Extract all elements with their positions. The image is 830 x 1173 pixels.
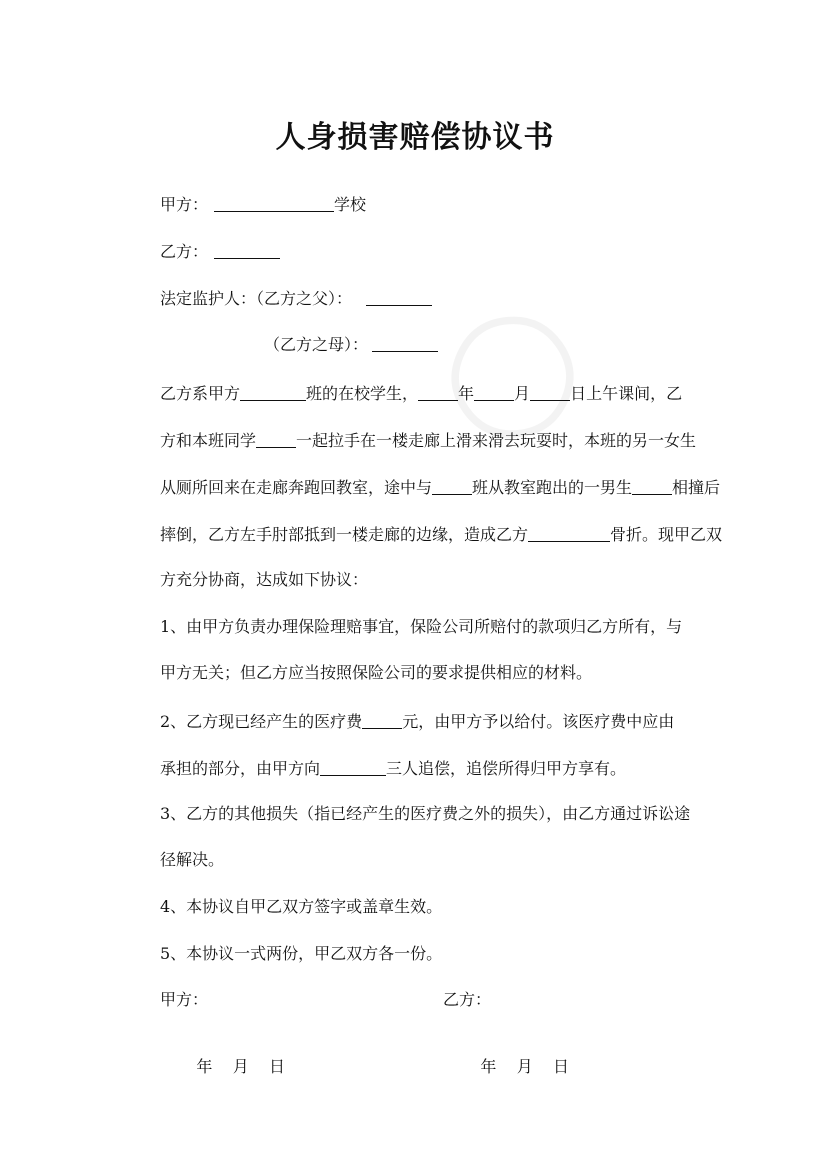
narrative-text: 班的在校学生，	[306, 384, 419, 403]
clause-text: 2、乙方现已经产生的医疗费	[160, 712, 363, 731]
class-blank	[240, 382, 306, 401]
narrative-text: 日上午课间，乙	[570, 384, 683, 403]
narrative-line-5	[160, 570, 368, 590]
narrative-text: 一起拉手在一楼走廊上滑来滑去玩耍时，本班的另一女生	[296, 431, 697, 450]
narrative-text: 摔倒，乙方左手肘部抵到一楼走廊的边缘，造成乙方	[160, 525, 529, 544]
clause-1-line-2	[160, 663, 592, 683]
other-class-blank	[432, 476, 472, 495]
clause-3-line-1	[160, 804, 690, 824]
narrative-text: 乙方系甲方	[160, 384, 241, 403]
day-blank	[530, 382, 570, 401]
clause-5-line	[160, 944, 442, 964]
party-b-label: 乙方：	[160, 242, 209, 261]
party-a-name-blank	[214, 193, 334, 212]
month-blank	[474, 382, 514, 401]
party-a-label: 甲方：	[160, 195, 209, 214]
guardian-father-label: 法定监护人：（乙方之父）：	[160, 289, 353, 308]
clause-text: 1、由甲方负责办理保险理赔事宜，保险公司所赔付的款项归乙方所有，与	[160, 617, 683, 636]
narrative-line-3	[160, 476, 720, 498]
signature-label: 甲方：	[160, 990, 209, 1009]
party-a-line	[160, 193, 366, 215]
clause-text: 4、本协议自甲乙双方签字或盖章生效。	[160, 897, 443, 916]
clause-4-line	[160, 897, 442, 917]
clause-text: 三人追偿，追偿所得归甲方享有。	[386, 759, 627, 778]
clause-text: 承担的部分，由甲方向	[160, 759, 321, 778]
liable-persons-blank	[320, 757, 386, 776]
year-blank	[418, 382, 458, 401]
clause-3-line-2	[160, 850, 224, 870]
signature-party-b	[443, 990, 491, 1010]
signature-date-a	[176, 1037, 285, 1097]
narrative-text: 骨折。现甲乙双	[610, 525, 723, 544]
signature-label: 乙方：	[443, 990, 492, 1009]
narrative-text: 年	[458, 384, 475, 403]
clause-text: 径解决。	[160, 850, 225, 869]
party-b-name-blank	[214, 240, 280, 259]
clause-text: 元，由甲方予以给付。该医疗费中应由	[402, 712, 675, 731]
clause-text: 5、本协议一式两份，甲乙双方各一份。	[160, 944, 443, 963]
clause-1-line-1	[160, 617, 682, 637]
clause-text: 3、乙方的其他损失（指已经产生的医疗费之外的损失），由乙方通过诉讼途	[160, 804, 691, 823]
medical-fee-blank	[362, 710, 402, 729]
narrative-text: 相撞后	[672, 478, 721, 497]
guardian-mother-line	[264, 333, 438, 355]
narrative-text: 班从教室跑出的一男生	[472, 478, 633, 497]
narrative-text: 方充分协商，达成如下协议：	[160, 570, 369, 589]
guardian-father-blank	[366, 287, 432, 306]
date-text: 年 月 日	[480, 1057, 570, 1076]
narrative-text: 方和本班同学	[160, 431, 257, 450]
narrative-line-1	[160, 382, 682, 404]
party-b-line	[160, 240, 280, 262]
signature-date-b	[460, 1037, 569, 1097]
party-a-suffix: 学校	[334, 195, 367, 214]
guardian-mother-label: （乙方之母）：	[264, 335, 369, 354]
date-text: 年 月 日	[196, 1057, 286, 1076]
clause-2-line-2	[160, 757, 626, 779]
page-title: 人身损害赔偿协议书	[275, 120, 555, 155]
narrative-text: 从厕所回来在走廊奔跑回教室，途中与	[160, 478, 433, 497]
guardian-father-line	[160, 287, 432, 309]
guardian-mother-blank	[372, 333, 438, 352]
narrative-line-4	[160, 523, 722, 545]
classmate-blank	[256, 429, 296, 448]
clause-text: 甲方无关；但乙方应当按照保险公司的要求提供相应的材料。	[160, 663, 593, 682]
narrative-text: 月	[514, 384, 531, 403]
injury-blank	[528, 523, 610, 542]
narrative-line-2	[160, 429, 696, 451]
signature-party-a	[160, 990, 208, 1010]
male-student-blank	[632, 476, 672, 495]
clause-2-line-1	[160, 710, 674, 732]
